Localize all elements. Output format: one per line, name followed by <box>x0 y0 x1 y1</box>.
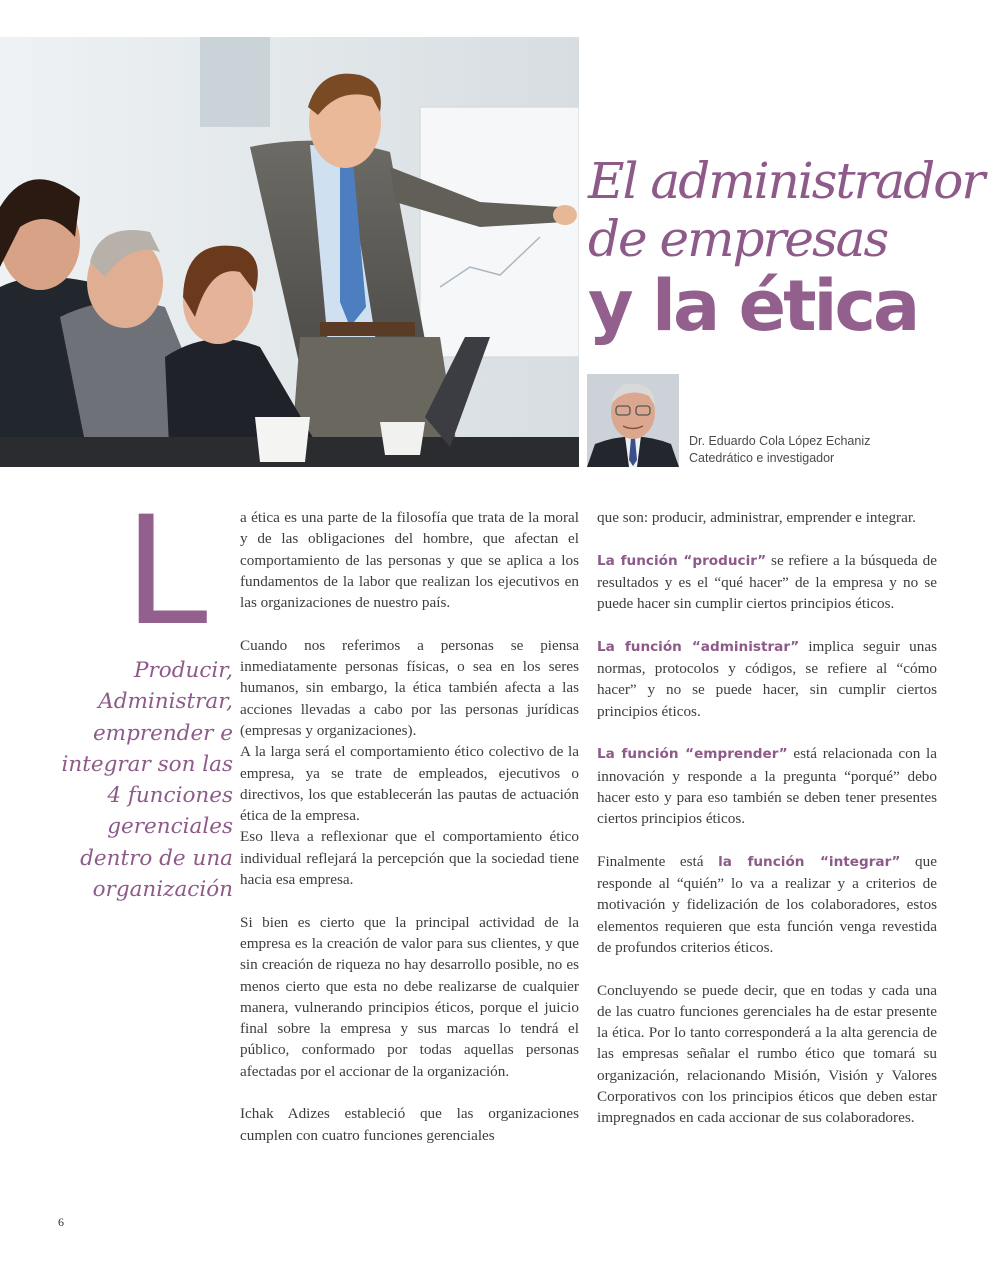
author-role: Catedrático e investigador <box>689 451 835 465</box>
pull-quote: Producir, Administrar, emprender e integrar son las 4 funciones gerenciales dentro de una organización <box>61 658 233 903</box>
paragraph <box>597 636 937 722</box>
paragraph-text: Finalmente está <box>597 852 719 870</box>
paragraph-text: está relacionada con la innovación y responde a la pregunta “porqué” debo hacer esto y para eso también se deben tener presentes ciertos principios éticos. <box>597 745 937 828</box>
highlight-emprender: La función “emprender” <box>597 746 788 763</box>
title-line-2: de empresas <box>588 210 888 268</box>
paragraph: A la larga será el comportamiento ético colectivo de la empresa, ya se trate de empleados, ejecutivos o directivos, los que establecerán las pautas de actuación ética de la empresa. <box>240 743 579 825</box>
paragraph: a ética es una parte de la filosofía que trata de la moral y de las obligaciones del hombre, que afectan el comportamiento de las personas y que se aplica a los fundamentos de la labor que realizan los ejecutivos en las organizaciones de nuestro país. <box>240 509 579 612</box>
paragraph: Ichak Adizes estableció que las organizaciones cumplen con cuatro funciones gerenciales <box>240 1105 579 1144</box>
author-photo <box>587 374 679 467</box>
highlight-producir: La función “producir” <box>597 552 767 569</box>
highlight-administrar: La función “administrar” <box>597 638 800 655</box>
article-column-1 <box>240 507 579 1167</box>
paragraph: Cuando nos referimos a personas se piensa inmediatamente personas físicas, o sea en los seres humanos, sin embargo, la ética también afecta a las acciones llevadas a cabo por las personas jurídicas (empresas y organizaciones). <box>240 636 579 739</box>
article-title <box>588 152 988 347</box>
paragraph-text: implica seguir unas normas, protocolos y códigos, se refiere al “cómo hacer” y no se puede hacer, sin cumplir ciertos principios éticos. <box>597 637 937 720</box>
paragraph <box>597 851 937 958</box>
page-number: 6 <box>58 1215 64 1229</box>
paragraph <box>597 743 937 829</box>
paragraph: Concluyendo se puede decir, que en todas y cada una de las cuatro funciones gerenciales ha de estar presente la ética. Por lo tanto corresponderá a la alta gerencia de las empresas señalar el rumbo ético que tomará su organización, relacionando Misión, Visión y Valores Corporativos con los principios éticos que deben estar impregnados en cada accionar de sus colaboradores. <box>597 981 937 1127</box>
author-credit <box>689 433 870 467</box>
paragraph-text: se refiere a la búsqueda de resultados y es el “qué hacer” de la empresa y no se puede hacer sin cumplir ciertos principios éticos. <box>597 551 938 613</box>
title-line-3: y la ética <box>588 265 918 347</box>
article-column-2 <box>597 507 937 1150</box>
drop-cap: L <box>124 485 208 659</box>
paragraph: Si bien es cierto que la principal actividad de la empresa es la creación de valor para sus clientes, y que sin creación de riqueza no hay desarrollo posible, no es menos cierto que esta no debe realizarse de cualquier manera, vulnerando principios éticos, porque el juicio final sobre la empresa y sus marcas lo tendrá el público, conformado por todas aquellas personas afectadas por el accionar de la organización. <box>240 913 579 1080</box>
title-line-1: El administrador <box>588 152 984 210</box>
highlight-integrar: la función “integrar” <box>718 853 901 870</box>
author-name: Dr. Eduardo Cola López Echaniz <box>689 434 871 448</box>
paragraph: Eso lleva a reflexionar que el comportamiento ético individual reflejará la percepción que la sociedad tiene hacia esa empresa. <box>240 828 579 889</box>
paragraph: que son: producir, administrar, emprender e integrar. <box>597 509 916 526</box>
hero-photo <box>0 37 579 467</box>
paragraph <box>597 550 937 615</box>
paragraph-text: que responde al “quién” lo va a realizar y a criterios de motivación y fidelización de los colaboradores, estos elementos requieren que esta función venga revestida de profundos criterios éticos. <box>597 852 937 956</box>
